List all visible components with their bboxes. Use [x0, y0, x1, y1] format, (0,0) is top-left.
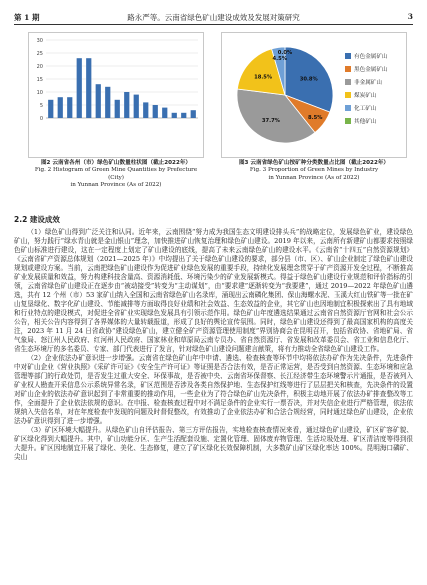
- figure-3: [221, 32, 407, 182]
- figure-3-caption: [221, 160, 407, 182]
- page-header: [14, 10, 413, 24]
- bar: [115, 100, 120, 118]
- y-tick-label: 30: [36, 37, 43, 44]
- issue-number: 第 1 期: [14, 13, 40, 22]
- legend-swatch: [345, 66, 351, 72]
- figure-2-caption-en-2: in Yunnan Province (As of 2022): [70, 181, 162, 188]
- bar: [162, 108, 167, 118]
- legend-label: 煤炭矿山: [354, 93, 377, 99]
- legend-label: 黑色金属矿山: [354, 67, 388, 73]
- bar: [58, 97, 63, 118]
- y-tick-label: 25: [36, 50, 43, 57]
- page-number: 3: [407, 12, 413, 21]
- legend-label: 有色金属矿山: [354, 54, 388, 60]
- pie-value-label: 18.5%: [254, 74, 273, 81]
- figure-2-caption: [28, 160, 204, 189]
- section-heading: 2.2 建设成效: [14, 215, 60, 224]
- legend-swatch: [345, 105, 351, 111]
- legend-swatch: [345, 92, 351, 98]
- legend-swatch: [345, 53, 351, 59]
- paragraph-3: （3）矿区环境大幅提升。从绿色矿山自评估报告、第三方评估报告，实地检查核查情况来看，通过绿色矿山建设，矿区矿容矿貌、矿区绿化得到大幅提升。其中，矿山功能分区、生产生活配套设施、定置化管理、固体废弃物管理、生活垃圾处理、矿区清洁度等得到很大提升。矿区因地制宜开展了绿化、美化、生态修复，建立了矿区绿化长效保障机制，大多数矿山矿区绿化率达 100%。昆明海口磷矿、尖山: [14, 426, 413, 461]
- paragraph-2: （2）企业依法办矿意识进一步增强。云南省在绿色矿山年中申请、遴选、检查核查等环节中均将依法办矿作为先决条件，先进条件中对矿山企业《营业执照》《采矿许可证》《安全生产许可证》等证照是否合法有效，是否正常运营，是否受到自然资源、生态环境和应急管理等部门的行政处罚，是否发生过重大安全、环保事故，是否被中央、云南省环保督察、长江经济带生态环境警示片通报，是否被列入矿业权人勘查开采信息公示系统异常名录，矿区范围是否涉及各类自然保护地、生态保护红线等进行了层层把关和核查，先决条件的设置对矿山企业的依法办矿意识起到了非常重要的推动作用，一些企业为了符合绿色矿山先决条件，积极主动地开展了依法办矿排查整改等工作，全面提升了企业依法依规的意识。在申报、检查核查过程中对不满足条件的企业实行一票否决，并对失信企业进行严格管理，依法依规纳入失信名单，对在年度检查中发现的问题及时督促整改，有效推动了企业依法办矿和合法合规经营，同时通过绿色矿山建设，企业依法办矿意识得到了进一步增强。: [14, 354, 413, 425]
- bar: [181, 113, 186, 118]
- pie-value-label: 37.7%: [261, 118, 280, 125]
- y-tick-label: 5: [39, 102, 43, 109]
- legend-label: 其他矿山: [354, 119, 377, 125]
- header-rule: [14, 24, 413, 25]
- bar: [86, 58, 91, 118]
- body-text: [14, 228, 413, 462]
- bar: [105, 87, 110, 118]
- bar: [143, 102, 148, 118]
- figure-2-caption-zh: 图2 云南省各州（市）绿色矿山数量柱状图（截止2022年）: [40, 160, 192, 166]
- bar: [134, 95, 139, 118]
- legend-swatch: [345, 118, 351, 124]
- bar: [77, 58, 82, 118]
- legend-label: 非金属矿山: [354, 80, 382, 86]
- bar: [191, 110, 196, 118]
- bar-chart: [28, 32, 204, 158]
- figure-3-caption-en-1: Fig. 3 Proportion of Green Mines by Industry: [249, 167, 379, 174]
- figure-3-caption-zh: 图3 云南省绿色矿山按矿种分类数量占比图（截止2022年）: [238, 160, 390, 166]
- y-tick-label: 15: [36, 76, 43, 83]
- pie-value-label: 8.5%: [308, 115, 323, 122]
- figure-2-caption-en-1: Fig. 2 Histogram of Green Mine Quantities by Prefecture (City): [34, 167, 198, 181]
- pie-chart: [221, 32, 407, 158]
- bar: [153, 105, 158, 118]
- y-tick-label: 10: [36, 89, 43, 96]
- pie-value-label: 4.5%: [272, 55, 287, 62]
- figure-3-caption-en-2: in Yunnan Province (As of 2022): [268, 174, 360, 181]
- legend-swatch: [345, 79, 351, 85]
- paragraph-1: （1）绿色矿山得到广泛关注和认同。近年来，云南围绕“努力成为我国生态文明建设排头兵”的战略定位，发展绿色矿业，建设绿色矿山，努力践行“绿水青山就是金山银山”理念，加快推进矿山恢复治理和绿色矿山建设。2019 年以来，云南所有新建矿山都要求按照绿色矿山标准进行建设，这在一定程度上划定了矿山建设的底线，提高了未来云南绿色矿山的建设水平。《云南省“十四五”自然资源规划》《云南省矿产资源总体规划（2021—2025 年）》中均提出了关于绿色矿山建设的要求，部分县（市、区）、矿山企业制定了绿色矿山建设规划或建设方案。当前，云南把绿色矿山建设作为促进矿业绿色发展的重要手段，持续化发展理念贯穿于矿产资源开发全过程，不断推高矿业发展质量和效益，努力构建科技含量高、资源消耗低、环境污染少的矿业发展新模式。得益于绿色矿山建设行业规范和评价指标的引领，云南省绿色矿山建设正在逐步由“被动接受”转变为“主动谋划”，由“要求建”逐渐转变为“我要建”，通过 2019—2022 年绿色矿山遴选，共有 12 个州（市）53 家矿山纳入全国和云南省绿色矿山名录库，涌现出云南磷化集团、保山海螺水泥、玉溪大红山铁矿等一批在矿山复垦绿化、数字化矿山建设、节能减排等方面取得良好业绩和社会效益、生态效益的企业，其它矿山也因地制宜积极探索出了具有地域和行业特点的建设模式，对促进全省矿业实现绿色发展具有引领示范作用。绿色矿山年度遴选结果通过云南省自然资源厅官网和社会公示公告，相关公告内容得到了各界媒体的大量转载报道，形成了良好的舆论宣传氛围。同时，绿色矿山建设还得到了最高国家机构的高度关注，2023 年 11 月 24 日省政协“建设绿色矿山，建立健全矿产资源管理使用制度”界别协商会在昆明召开，包括省政协、省地矿局、省气象局、怒江州人民政府、红河州人民政府、国家林业和草原局云南专员办、省自然资源厅、省发展和改革委员会、省工业和信息化厅、省生态环境厅的多名委员、专家、部门代表进行了发言，针对绿色矿山建设问题建言献策，将有力推动全省绿色矿山建设工作。: [14, 228, 413, 353]
- y-tick-label: 20: [36, 63, 43, 70]
- bar: [96, 84, 101, 118]
- y-tick-label: 0: [39, 115, 43, 122]
- figure-2: [28, 32, 204, 189]
- bar: [67, 97, 72, 118]
- legend-label: 化工矿山: [354, 106, 377, 112]
- bar: [172, 113, 177, 118]
- pie-value-label: 0.0%: [277, 49, 293, 56]
- running-title: 路永严等。云南省绿色矿山建设成效及发展对策研究: [127, 13, 300, 22]
- pie-value-label: 30.8%: [299, 76, 318, 83]
- bar: [124, 92, 129, 118]
- bar: [48, 100, 53, 118]
